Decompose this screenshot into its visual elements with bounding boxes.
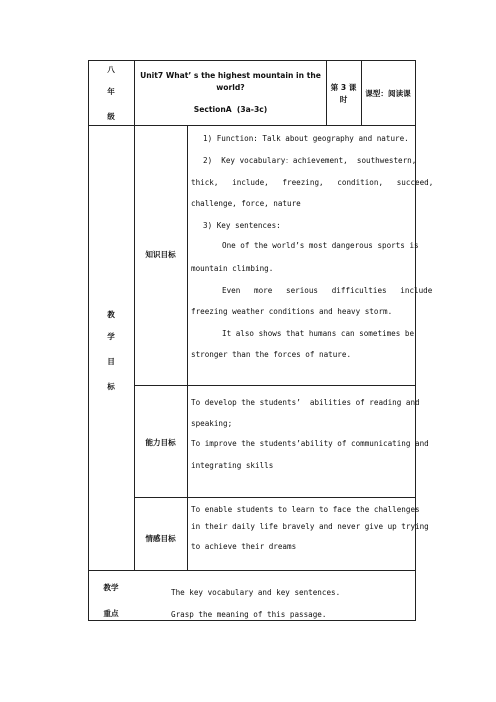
grade-char-1: 八 [107, 65, 115, 74]
period-line1: 第 3 课 [330, 83, 357, 92]
table-border-top [88, 60, 416, 61]
row-divider-header [88, 125, 416, 126]
knowledge-line-4: challenge, force, nature [191, 199, 301, 208]
knowledge-line-8: Even more serious difficulties include [222, 286, 433, 295]
lesson-type: 课型：阅读课 [365, 89, 411, 98]
row-divider-objectives [88, 570, 416, 571]
knowledge-line-9: freezing weather conditions and heavy storm. [191, 307, 393, 316]
col-divider-sublabel [187, 125, 188, 570]
objectives-char-2: 学 [107, 332, 115, 341]
grade-char-2: 年 [107, 87, 115, 96]
ability-label: 能力目标 [145, 438, 176, 447]
knowledge-line-2: 2) Key vocabulary：achievement, southwestern, [203, 156, 417, 165]
table-border-bottom [88, 620, 416, 621]
emotion-line-1: To enable students to learn to face the challenges [191, 505, 420, 514]
emotion-line-3: to achieve their dreams [191, 542, 297, 551]
knowledge-line-11: stronger than the forces of nature. [191, 350, 352, 359]
knowledge-line-5: 3) Key sentences: [203, 221, 281, 230]
objectives-char-3: 目 [107, 357, 115, 366]
knowledge-line-10: It also shows that humans can sometimes be [222, 329, 415, 338]
knowledge-line-6: One of the world’s most dangerous sports is [222, 241, 419, 250]
period-line2: 时 [339, 95, 348, 104]
knowledge-label: 知识目标 [145, 250, 176, 259]
objectives-char-4: 标 [107, 382, 115, 391]
key-points-label-line1: 教学 [103, 583, 119, 592]
col-divider-grade [134, 60, 135, 570]
knowledge-line-7: mountain climbing. [191, 264, 274, 273]
section-label: SectionA (3a-3c) [193, 105, 268, 114]
emotion-label: 情感目标 [145, 534, 176, 543]
key-points-line-1: The key vocabulary and key sentences. [171, 588, 341, 597]
lesson-title-line1: Unit7 What’ s the highest mountain in the [140, 71, 321, 80]
ability-line-1: To develop the students’ abilities of reading and [191, 398, 420, 407]
ability-line-3: To improve the students’ability of communicating and [191, 439, 429, 448]
knowledge-line-1: 1) Function: Talk about geography and nature. [203, 134, 409, 143]
knowledge-line-3: thick, include, freezing, condition, succeed, [191, 178, 434, 187]
key-points-label-line2: 重点 [103, 609, 119, 618]
lesson-title-line2: world? [216, 83, 245, 92]
row-divider-knowledge [134, 385, 416, 386]
row-divider-ability [134, 497, 416, 498]
grade-char-3: 级 [107, 112, 115, 121]
objectives-char-1: 教 [107, 310, 115, 319]
ability-line-4: integrating skills [191, 461, 274, 470]
table-border-right [415, 60, 416, 620]
key-points-line-2: Grasp the meaning of this passage. [171, 610, 327, 619]
emotion-line-2: in their daily life bravely and never give up trying [191, 522, 429, 531]
ability-line-2: speaking; [191, 419, 233, 428]
